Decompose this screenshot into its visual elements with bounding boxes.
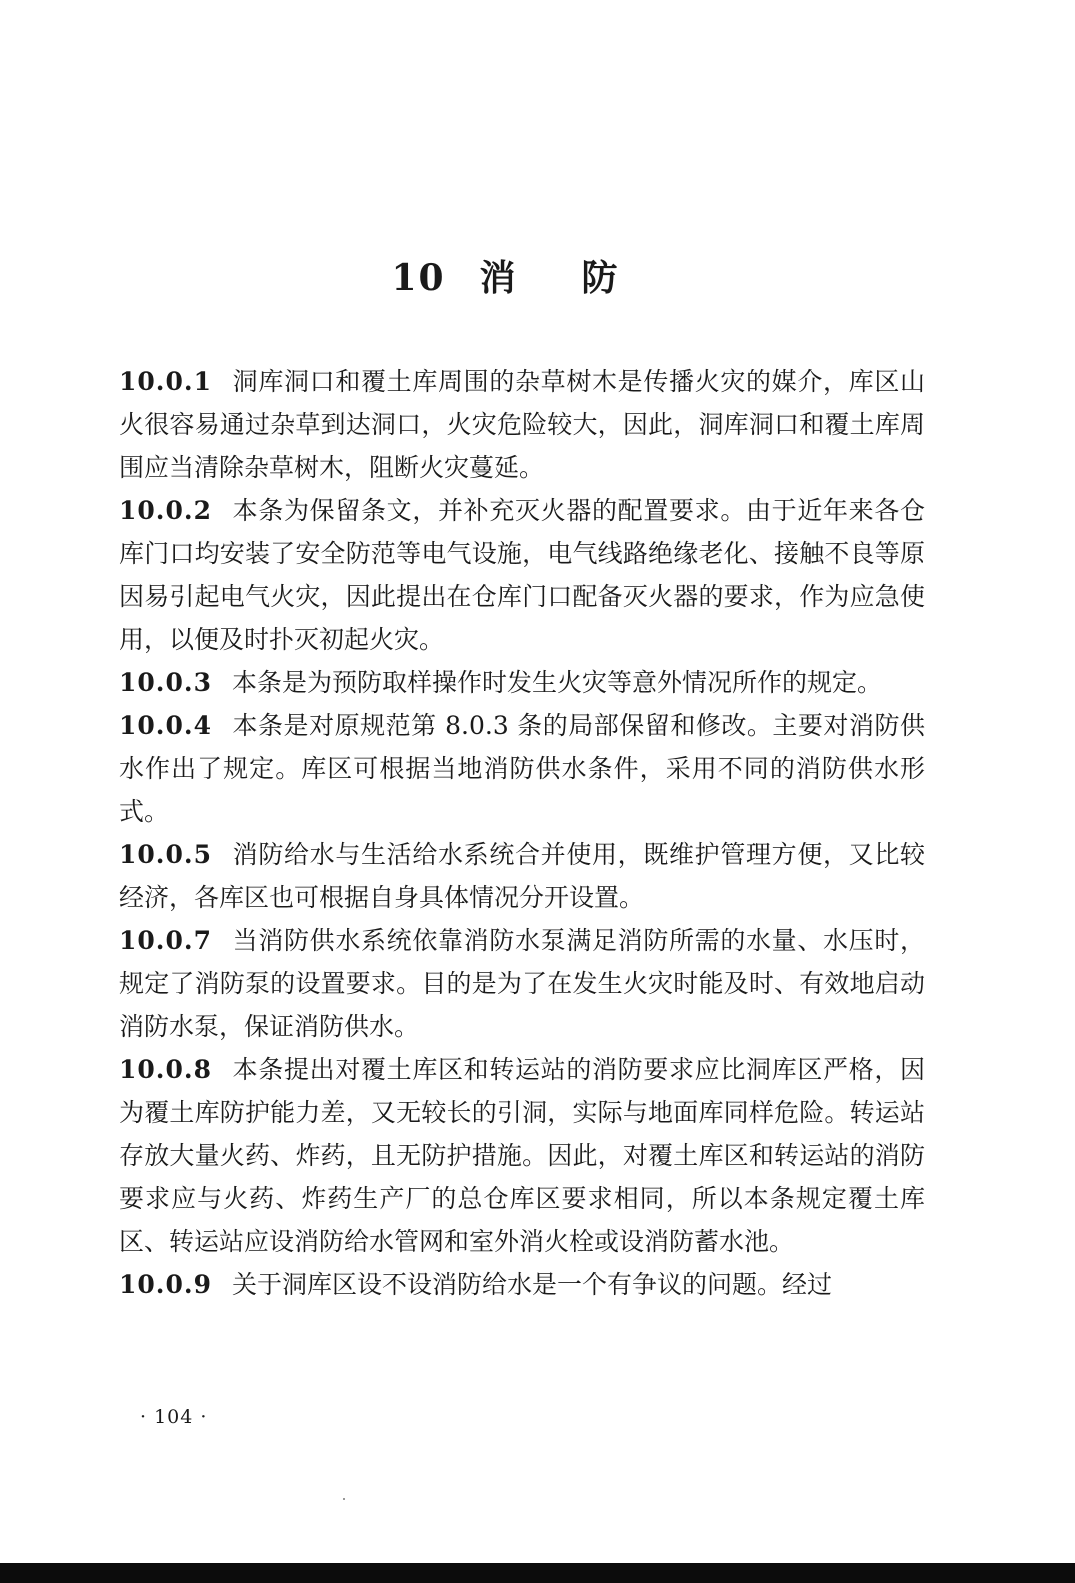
clause-10-0-1 (119, 360, 925, 489)
scan-speck (343, 1498, 345, 1500)
chapter-title (0, 250, 1075, 301)
clause-text: 当消防供水系统依靠消防水泵满足消防所需的水量、水压时，规定了消防泵的设置要求。目的是为了在发生火灾时能及时、有效地启动消防水泵，保证消防供水。 (119, 926, 925, 1041)
scan-bottom-edge (0, 1563, 1075, 1583)
clause-number: 10.0.5 (119, 840, 212, 869)
clause-10-0-3 (119, 661, 925, 704)
chapter-name: 消防 (479, 257, 684, 300)
clause-text: 洞库洞口和覆土库周围的杂草树木是传播火灾的媒介，库区山火很容易通过杂草到达洞口，火灾危险较大，因此，洞库洞口和覆土库周围应当清除杂草树木，阻断火灾蔓延。 (119, 367, 925, 482)
clause-text: 本条为保留条文，并补充灭火器的配置要求。由于近年来各仓库门口均安装了安全防范等电气设施，电气线路绝缘老化、接触不良等原因易引起电气火灾，因此提出在仓库门口配备灭火器的要求，作为应急使用，以便及时扑灭初起火灾。 (119, 496, 925, 654)
clause-10-0-2 (119, 489, 925, 661)
clause-text: 关于洞库区设不设消防给水是一个有争议的问题。经过 (232, 1270, 833, 1299)
clause-text: 本条提出对覆土库区和转运站的消防要求应比洞库区严格，因为覆土库防护能力差，又无较长的引洞，实际与地面库同样危险。转运站存放大量火药、炸药，且无防护措施。因此，对覆土库区和转运站的消防要求应与火药、炸药生产厂的总仓库区要求相同，所以本条规定覆土库区、转运站应设消防给水管网和室外消火栓或设消防蓄水池。 (119, 1055, 925, 1256)
clause-number: 10.0.3 (119, 668, 212, 697)
chapter-number: 10 (391, 257, 446, 300)
clauses-body (119, 360, 925, 1306)
clause-10-0-4 (119, 704, 925, 833)
clause-text: 本条是对原规范第 8.0.3 条的局部保留和修改。主要对消防供水作出了规定。库区可根据当地消防供水条件，采用不同的消防供水形式。 (119, 711, 925, 826)
clause-text: 本条是为预防取样操作时发生火灾等意外情况所作的规定。 (232, 668, 883, 697)
clause-10-0-5 (119, 833, 925, 919)
clause-10-0-7 (119, 919, 925, 1048)
clause-number: 10.0.8 (119, 1055, 212, 1084)
clause-10-0-8 (119, 1048, 925, 1263)
clause-text: 消防给水与生活给水系统合并使用，既维护管理方便，又比较经济，各库区也可根据自身具体情况分开设置。 (119, 840, 925, 912)
clause-number: 10.0.2 (119, 496, 212, 525)
clause-number: 10.0.4 (119, 711, 212, 740)
clause-10-0-9 (119, 1263, 925, 1306)
clause-number: 10.0.1 (119, 367, 212, 396)
clause-number: 10.0.7 (119, 926, 212, 955)
page-number: · 104 · (140, 1406, 208, 1428)
clause-number: 10.0.9 (119, 1270, 212, 1299)
